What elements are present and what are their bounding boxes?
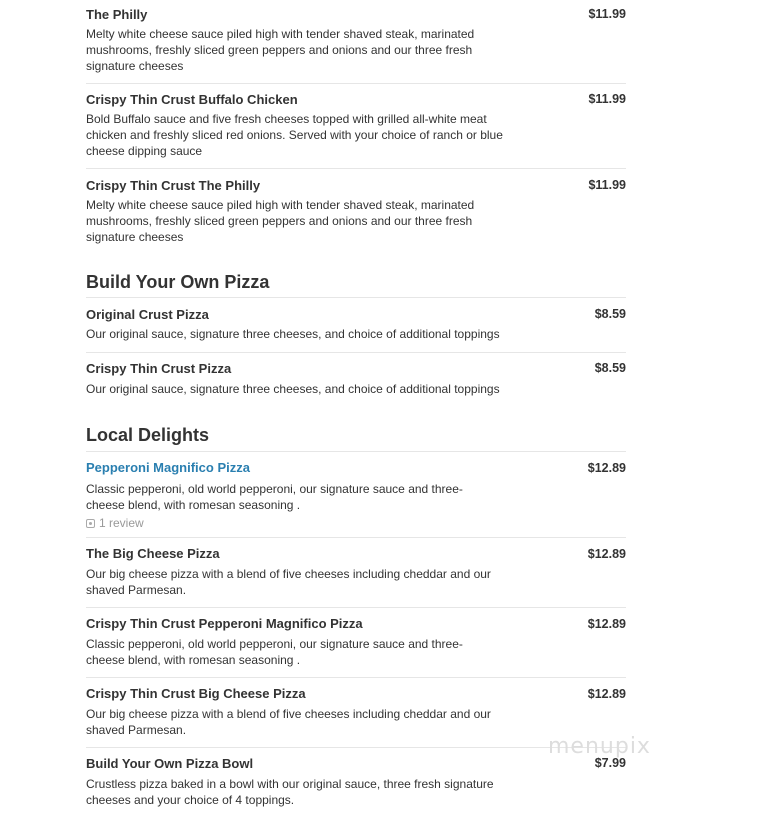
item-price: $8.59 (594, 361, 626, 375)
menu-item (86, 353, 626, 408)
item-name: Crispy Thin Crust Big Cheese Pizza (86, 686, 306, 701)
item-price: $11.99 (588, 178, 626, 192)
item-name: Crispy Thin Crust The Philly (86, 178, 261, 193)
item-description: Classic pepperoni, old world pepperoni, our signature sauce and three-cheese blend, with romesan seasoning . (86, 637, 463, 667)
item-name: The Big Cheese Pizza (86, 546, 220, 561)
section-title-build-your-own-pizza: Build Your Own Pizza (86, 272, 626, 298)
item-name-link[interactable]: Pepperoni Magnifico Pizza (86, 460, 250, 475)
menu-item (86, 84, 626, 169)
item-description: Our original sauce, signature three cheeses, and choice of additional toppings (86, 382, 500, 396)
review-link[interactable] (86, 516, 144, 530)
item-description: Bold Buffalo sauce and five fresh cheeses topped with grilled all-white meat chicken and freshly sliced red onions. Served with your choice of ranch or blue cheese dipping sauce (86, 112, 503, 158)
item-description: Our big cheese pizza with a blend of five cheeses including cheddar and our shaved Parmesan. (86, 707, 491, 737)
menu-item (86, 0, 626, 84)
item-price: $7.99 (594, 756, 626, 770)
item-description: Our original sauce, signature three cheeses, and choice of additional toppings (86, 327, 500, 341)
section-title-local-delights: Local Delights (86, 425, 626, 452)
item-name: The Philly (86, 7, 148, 22)
item-price: $11.99 (588, 7, 626, 21)
item-price: $12.89 (587, 547, 626, 561)
item-name: Crispy Thin Crust Buffalo Chicken (86, 92, 298, 107)
item-price: $12.89 (587, 617, 626, 631)
watermark-logo: menupix (548, 734, 651, 759)
item-name: Crispy Thin Crust Pizza (86, 361, 232, 376)
menu-item (86, 169, 626, 254)
item-price: $12.89 (587, 461, 626, 475)
item-description: Classic pepperoni, old world pepperoni, our signature sauce and three-cheese blend, with romesan seasoning . (86, 482, 463, 512)
menu-item (86, 608, 626, 678)
item-price: $12.89 (587, 687, 626, 701)
menu-item (86, 538, 626, 608)
review-count: 1 review (99, 516, 144, 530)
item-name: Build Your Own Pizza Bowl (86, 756, 254, 771)
item-description: Our big cheese pizza with a blend of five cheeses including cheddar and our shaved Parmesan. (86, 567, 491, 597)
menu-item (86, 452, 626, 538)
item-description: Melty white cheese sauce piled high with tender shaved steak, marinated mushrooms, freshly sliced green peppers and onions and our three fresh signature cheeses (86, 198, 475, 244)
item-name: Original Crust Pizza (86, 307, 209, 322)
item-description: Melty white cheese sauce piled high with tender shaved steak, marinated mushrooms, freshly sliced green peppers and onions and our three fresh signature cheeses (86, 27, 475, 73)
item-description: Crustless pizza baked in a bowl with our original sauce, three fresh signature cheeses and your choice of 4 toppings. (86, 777, 494, 807)
menu-item (86, 748, 626, 818)
menu-item (86, 298, 626, 353)
menu-item (86, 678, 626, 748)
review-icon (86, 519, 95, 528)
item-price: $8.59 (594, 307, 626, 321)
item-name: Crispy Thin Crust Pepperoni Magnifico Pizza (86, 616, 363, 631)
item-price: $11.99 (588, 92, 626, 106)
